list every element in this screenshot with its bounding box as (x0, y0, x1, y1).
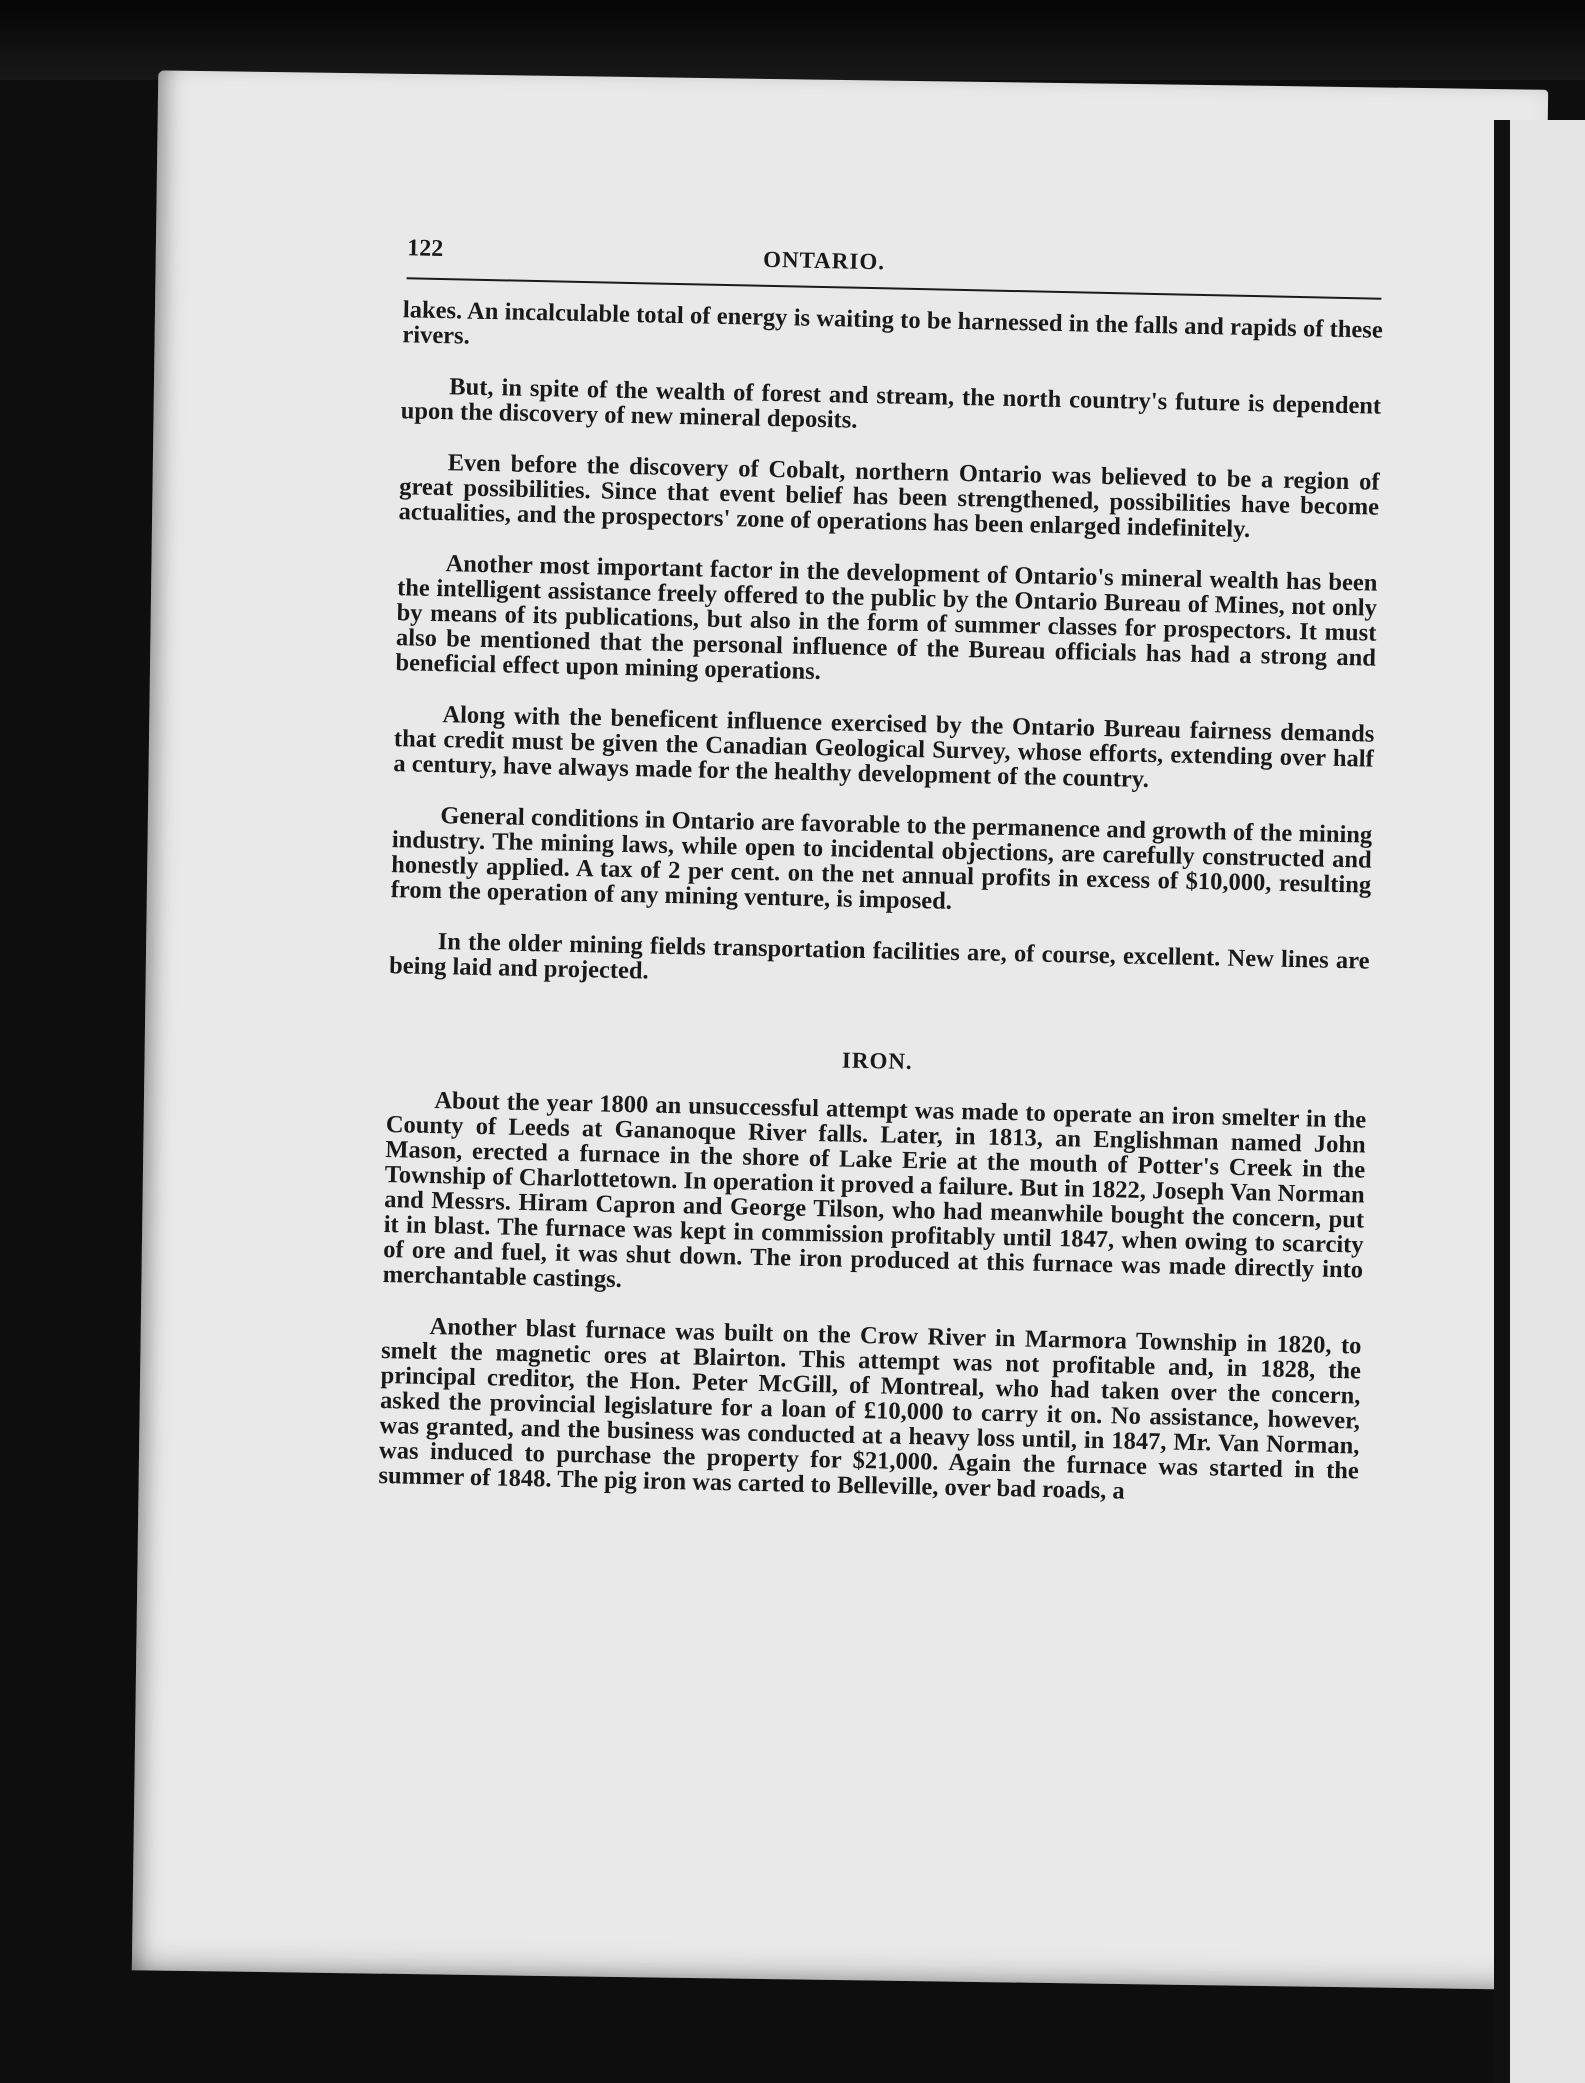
paragraph: General conditions in Ontario are favorable to the permanence and growth of the mining industry. The mining laws, while open to incidental objections, are carefully constructed and honestly applied. A tax of 2 per cent. on the net annual profits in excess of $10,000, resulting from the operation of any mining venture, is imposed. (390, 802, 1373, 915)
scan-background (0, 0, 1585, 80)
paragraph: Along with the beneficent influence exercised by the Ontario Bureau fairness demands that credit must be given the Canadian Geological Survey, whose efforts, extending over half a century, have always made for the healthy development of the country. (393, 701, 1375, 793)
paragraph: In the older mining fields transportation facilities are, of course, excellent. New lines are being laid and projected. (388, 928, 1370, 985)
paragraph: Another most important factor in the development of Ontario's mineral wealth has been the intelligent assistance freely offered to the public by the Ontario Bureau of Mines, not only by means of its publications, but also in the form of summer classes for prospectors. It must also be mentioned that the personal influence of the Bureau officials has had a strong and beneficial effect upon mining operations. (395, 550, 1378, 686)
paragraph: About the year 1800 an unsuccessful attempt was made to operate an iron smelter in the County of Leeds at Gananoque River falls. Later, in 1813, an Englishman named John Mason, erected a furnace in the shore of Lake Erie at the mouth of Potter's Creek in the Township of Charlottetown. In operation it proved a failure. But in 1822, Joseph Van Norman and Messrs. Hiram Capron and George Tilson, who had meanwhile bought the concern, put it in blast. The furnace was kept in commission profitably until 1847, when owing to scarcity of ore and fuel, it was shut down. The iron produced at this furnace was made directly into merchantable castings. (382, 1087, 1367, 1294)
body-text (378, 297, 1383, 1534)
running-title: ONTARIO. (762, 246, 886, 275)
paragraph: lakes. An incalculable total of energy is waiting to be harnessed in the falls and rapids of these rivers. (402, 296, 1384, 350)
page-gutter (1494, 120, 1510, 2083)
paragraph: Even before the discovery of Cobalt, northern Ontario was believed to be a region of great possibilities. Since that event belief has been strengthened, possibilities have become actualities, and the prospectors' zone of operations has been enlarged indefinitely. (398, 449, 1380, 544)
facing-page-edge (1510, 120, 1585, 2083)
paragraph: Another blast furnace was built on the Crow River in Marmora Township in 1820, to smelt the magnetic ores at Blairton. This attempt was not profitable and, in 1828, the principal creditor, the Hon. Peter McGill, of Montreal, who had taken over the concern, asked the provincial legislature for a loan of £10,000 to carry it on. No assistance, however, was granted, and the business was conducted at a heavy loss until, in 1847, Mr. Van Norman, was induced to purchase the property for $21,000. Again the furnace was started in the summer of 1848. The pig iron was carted to Belleville, over bad roads, a (378, 1313, 1362, 1505)
section-heading: IRON. (841, 1047, 913, 1075)
paragraph: But, in spite of the wealth of forest and stream, the north country's future is dependent upon the discovery of new mineral deposits. (400, 373, 1382, 434)
page-number: 122 (406, 235, 444, 263)
